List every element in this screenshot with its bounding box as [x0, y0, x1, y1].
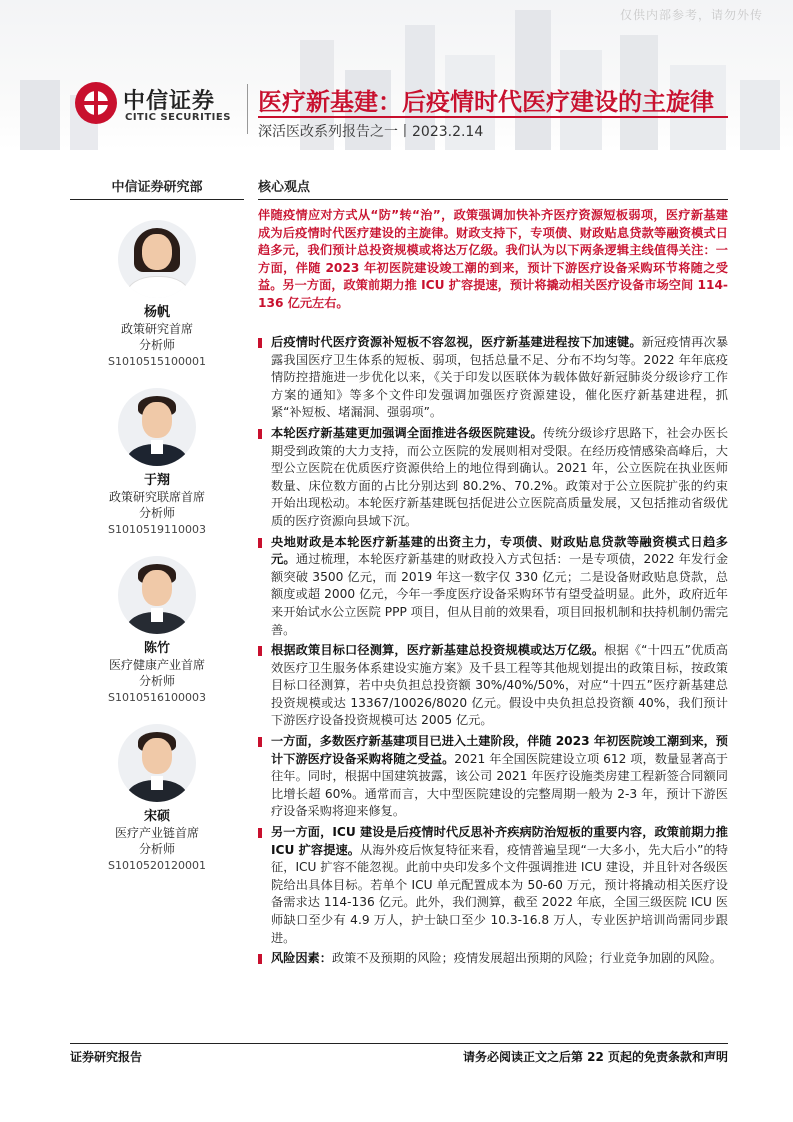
analyst-title: 医疗健康产业首席 — [108, 658, 205, 672]
analyst-cert-id: S1010519110003 — [108, 523, 206, 536]
analyst-photo-female — [118, 220, 196, 298]
key-point-lead: 本轮医疗新基建更加强调全面推进各级医院建设。 — [271, 425, 543, 440]
bullet-marker — [258, 954, 262, 964]
key-point-text: 政策不及预期的风险；疫情发展超出预期的风险；行业竞争加剧的风险。 — [331, 951, 722, 966]
citic-logo — [75, 82, 250, 128]
key-point-lead: 另一方面，ICU 建设是后疫情时代反思补齐疾病防治短板的重要内容，政策前期力推 ICU 扩容提速。 — [271, 825, 728, 857]
analyst-card — [70, 220, 244, 370]
bullet-marker — [258, 828, 262, 838]
bullet-marker — [258, 338, 262, 348]
key-point-text: 传统分级诊疗思路下，社会办医长期受到政策的大力支持，而公立医院的发展则相对受限。在经历疫情感染高峰后，大型公立医院在优质医疗资源供给上的地位得到确认。2021 年，公立医院在执业医师数量、床位数方面的占比分别达到 80.2%、70.2%。政策对于公立医院扩张的约束开始出现松动。本轮医疗新基建既包括促进公立医院高质量发展，又包括推动省级优质的医疗资源向县域下沉。 — [271, 425, 729, 528]
analyst-position: 分析师 — [138, 506, 175, 520]
footer-disclaimer: 请务必阅读正文之后第 22 页起的免责条款和声明 — [462, 1050, 728, 1064]
key-point-text: 从海外疫后恢复特征来看，疫情普遍呈现“一大多小，先大后小”的特征，ICU 扩容不能忽视。此前中央印发多个文件强调推进 ICU 建设，并且针对各级医院给出具体目标。若单个 ICU 单元配置成本为 50-60 万元，预计将撬动相关医疗设备需求达 114-136 亿元。此外，我们测算，截至 2022 年底，全国三级医院 ICU 医师缺口至少有 4.9 万人，护士缺口至少 10.3-16.8 万人，专业医护培训尚需同步跟进。 — [271, 842, 728, 945]
key-point — [258, 425, 728, 531]
key-point-lead: 一方面，多数医疗新基建项目已进入土建阶段，伴随 2023 年初医院竣工潮到来，预计下游医疗设备采购将随之受益。 — [271, 734, 728, 766]
analyst-name: 陈竹 — [143, 641, 170, 656]
core-views-heading: 核心观点 — [258, 176, 728, 200]
analyst-position: 分析师 — [138, 674, 175, 688]
analyst-cert-id: S1010520120001 — [108, 859, 206, 872]
citic-logo-icon — [75, 82, 117, 124]
analyst-card — [70, 388, 244, 538]
analyst-card — [70, 724, 244, 874]
title-rule — [258, 116, 728, 118]
key-point-text: 2021 年全国医院建设立项 612 项，数量显著高于往年。同时，根据中国建筑披露，该公司 2021 年医疗设施类房建工程新签合同额同比增长超 60%。通常而言，大中型医院建设的完整周期一般为 2-3 年，预计下游医疗设备采购将迎来修复。 — [271, 751, 728, 819]
analyst-title: 政策研究首席 — [120, 322, 193, 336]
risk-factors — [258, 950, 728, 968]
core-views-summary: 伴随疫情应对方式从“防”转“治”，政策强调加快补齐医疗资源短板弱项，医疗新基建成为后疫情时代医疗建设的主旋律。财政支持下，专项债、财政贴息贷款等融资模式日趋多元，我们预计总投资规模或将达万亿级。我们认为以下两条逻辑主线值得关注：一方面，伴随 2023 年初医院建设竣工潮的到来，预计下游医疗设备采购环节将随之受益。另一方面，政策前期力推 ICU 扩容提速，预计将撬动相关医疗设备市场空间 114-136 亿元左右。 — [258, 208, 728, 310]
key-point-lead: 央地财政是本轮医疗新基建的出资主力，专项债、财政贴息贷款等融资模式日趋多元。 — [271, 534, 728, 567]
logo-name-en: CITIC SECURITIES — [125, 112, 231, 123]
analyst-name: 宋硕 — [143, 809, 170, 824]
bullet-marker — [258, 737, 262, 747]
research-dept-section — [70, 176, 244, 200]
footer-rule — [70, 1043, 728, 1044]
analyst-position: 分析师 — [138, 842, 175, 856]
footer-report-type: 证券研究报告 — [70, 1050, 143, 1064]
logo-divider — [247, 84, 248, 134]
key-point-text: 新冠疫情再次暴露我国医疗卫生体系的短板、弱项，包括总量不足、分布不均匀等。2022 年年底疫情防控措施进一步优化以来，《关于印发以医联体为载体做好新冠肺炎分级诊疗工作方案的通知》等多个文件印发强调加强医疗资源建设，催化医疗新基建进程，抓紧“补短板、堵漏洞、强弱项”。 — [271, 335, 729, 420]
core-views-section — [258, 176, 728, 200]
bullet-marker — [258, 429, 262, 439]
key-point — [258, 534, 728, 640]
analyst-name: 于翔 — [143, 473, 170, 488]
key-point — [258, 334, 728, 422]
analyst-title: 医疗产业链首席 — [114, 826, 199, 840]
key-points-list — [258, 334, 728, 971]
analyst-card — [70, 556, 244, 706]
key-point-lead: 根据政策目标口径测算，医疗新基建总投资规模或达万亿级。 — [271, 643, 605, 658]
analyst-photo-male — [118, 556, 196, 634]
report-subtitle: 深活医改系列报告之一丨2023.2.14 — [258, 124, 484, 140]
report-title: 医疗新基建：后疫情时代医疗建设的主旋律 — [258, 88, 714, 116]
key-point-text: 根据《“十四五”优质高效医疗卫生服务体系建设实施方案》及千县工程等其他规划提出的政策目标，按政策目标口径测算，若中央负担总投资额 30%/40%/50%，对应“十四五”医疗新基建总投资规模或达 13367/10026/8020 亿元。假设中央负担总投资额 40%，我们预计下游医疗设备投资规模可达 2005 亿元。 — [271, 643, 728, 728]
analyst-cert-id: S1010516100003 — [108, 691, 206, 704]
analyst-cert-id: S1010515100001 — [108, 355, 206, 368]
analyst-title: 政策研究联席首席 — [108, 490, 205, 504]
analyst-photo-male — [118, 388, 196, 466]
bullet-marker — [258, 538, 262, 548]
analyst-position: 分析师 — [138, 338, 175, 352]
research-dept-heading: 中信证券研究部 — [70, 176, 244, 200]
key-point — [258, 824, 728, 947]
key-point — [258, 642, 728, 730]
watermark: 仅供内部参考，请勿外传 — [619, 8, 763, 22]
key-point-text: 通过梳理，本轮医疗新基建的财政投入方式包括：一是专项债，2022 年发行金额突破 3500 亿元，而 2019 年这一数字仅 330 亿元；二是设备财政贴息贷款，总额度或超 2000 亿元，今年一季度医疗设备采购环节有望受益明显。此外，政府近年来开始试水公立医院 PPP 项目，但从目前的效果看，项目回报机制和扶持机制仍需完善。 — [271, 552, 729, 637]
bullet-marker — [258, 646, 262, 656]
analyst-name: 杨帆 — [143, 305, 170, 320]
analyst-photo-male — [118, 724, 196, 802]
key-point — [258, 733, 728, 821]
key-point-lead: 风险因素： — [271, 951, 332, 966]
key-point-lead: 后疫情时代医疗资源补短板不容忽视，医疗新基建进程按下加速键。 — [271, 335, 642, 349]
logo-name-cn: 中信证券 — [123, 89, 216, 114]
